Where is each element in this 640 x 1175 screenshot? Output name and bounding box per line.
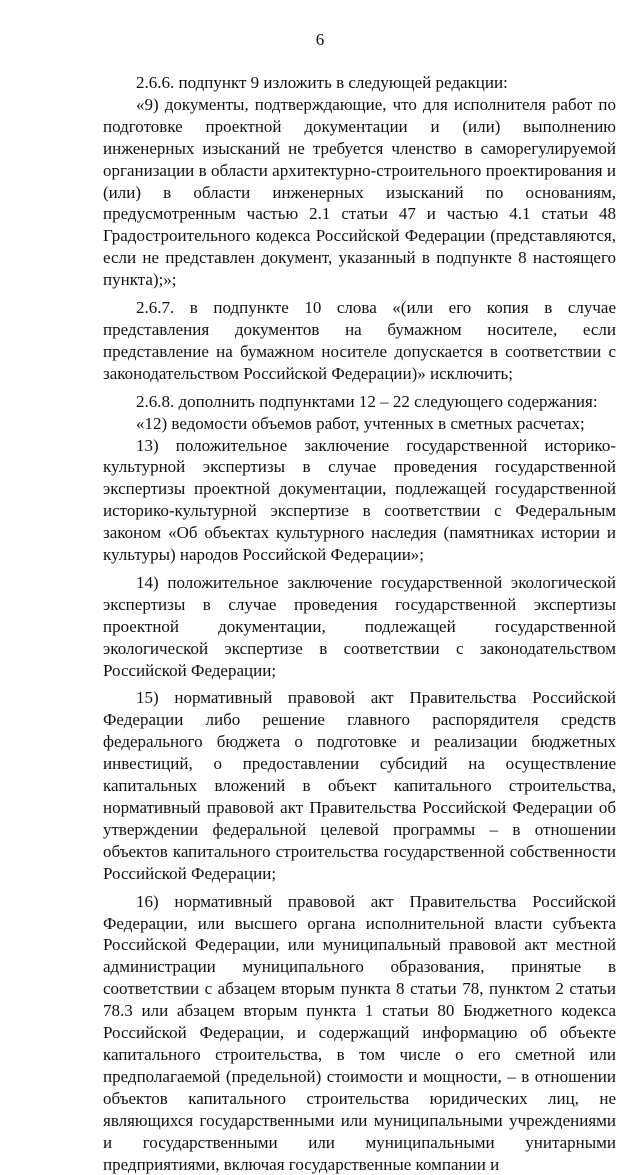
- paragraph-item-13: 13) положительное заключение государственной историко-культурной экспертизы в случае проведения государственной экспертизы проектной документации, подлежащей государственной историко-культурной экспертизе в соответствии с Федеральным законом «Об объектах культурного наследия (памятниках истории и культуры) народов Российской Федерации»;: [103, 435, 616, 565]
- paragraph-item-12: «12) ведомости объемов работ, учтенных в сметных расчетах;: [136, 413, 585, 433]
- page-number: 6: [315, 30, 325, 49]
- paragraph-2-6-7: 2.6.7. в подпункте 10 слова «(или его копия в случае представления документов на бумажном носителе, если представление на бумажном носителе допускается в соответствии с законодательством Российской Федерации)» исключить;: [103, 298, 616, 383]
- document-body: [103, 72, 616, 1175]
- paragraph-item-16: 16) нормативный правовой акт Правительства Российской Федерации, или высшего органа исполнительной власти субъекта Российской Федерации, или муниципальный правовой акт местной администрации муниципального образования, принятые в соответствии с абзацем вторым пункта 8 статьи 78, пунктом 2 статьи 78.3 или абзацем вторым пункта 1 статьи 80 Бюджетного кодекса Российской Федерации, и содержащий информацию об объекте капитального строительства, в том числе о его сметной или предполагаемой (предельной) стоимости и мощности, – в отношении объектов капитального строительства юридических лиц, не являющихся государственными или муниципальными учреждениями и государственными или муниципальными унитарными предприятиями, включая государственные компании и: [103, 891, 616, 1174]
- paragraph-2-6-8: 2.6.8. дополнить подпунктами 12 – 22 следующего содержания:: [136, 391, 598, 411]
- paragraph-item-9: «9) документы, подтверждающие, что для исполнителя работ по подготовке проектной документации и (или) выполнению инженерных изысканий не требуется членство в саморегулируемой организации в области архитектурно-строительного проектирования и (или) в области инженерных изысканий по основаниям, предусмотренным частью 2.1 статьи 47 и частью 4.1 статьи 48 Градостроительного кодекса Российской Федерации (представляются, если не представлен документ, указанный в подпункте 8 настоящего пункта);»;: [103, 94, 616, 290]
- paragraph-item-15: 15) нормативный правовой акт Правительства Российской Федерации либо решение главного распорядителя средств федерального бюджета о подготовке и реализации бюджетных инвестиций, о предоставлении субсидий на осуществление капитальных вложений в объект капитального строительства, нормативный правовой акт Правительства Российской Федерации об утверждении федеральной целевой программы – в отношении объектов капитального строительства государственной собственности Российской Федерации;: [103, 688, 616, 883]
- paragraph-2-6-6: 2.6.6. подпункт 9 изложить в следующей редакции:: [136, 73, 508, 92]
- paragraph-item-14: 14) положительное заключение государственной экологической экспертизы в случае проведения государственной экспертизы проектной документации, подлежащей государственной экологической экспертизе в соответствии с законодательством Российской Федерации;: [103, 572, 616, 680]
